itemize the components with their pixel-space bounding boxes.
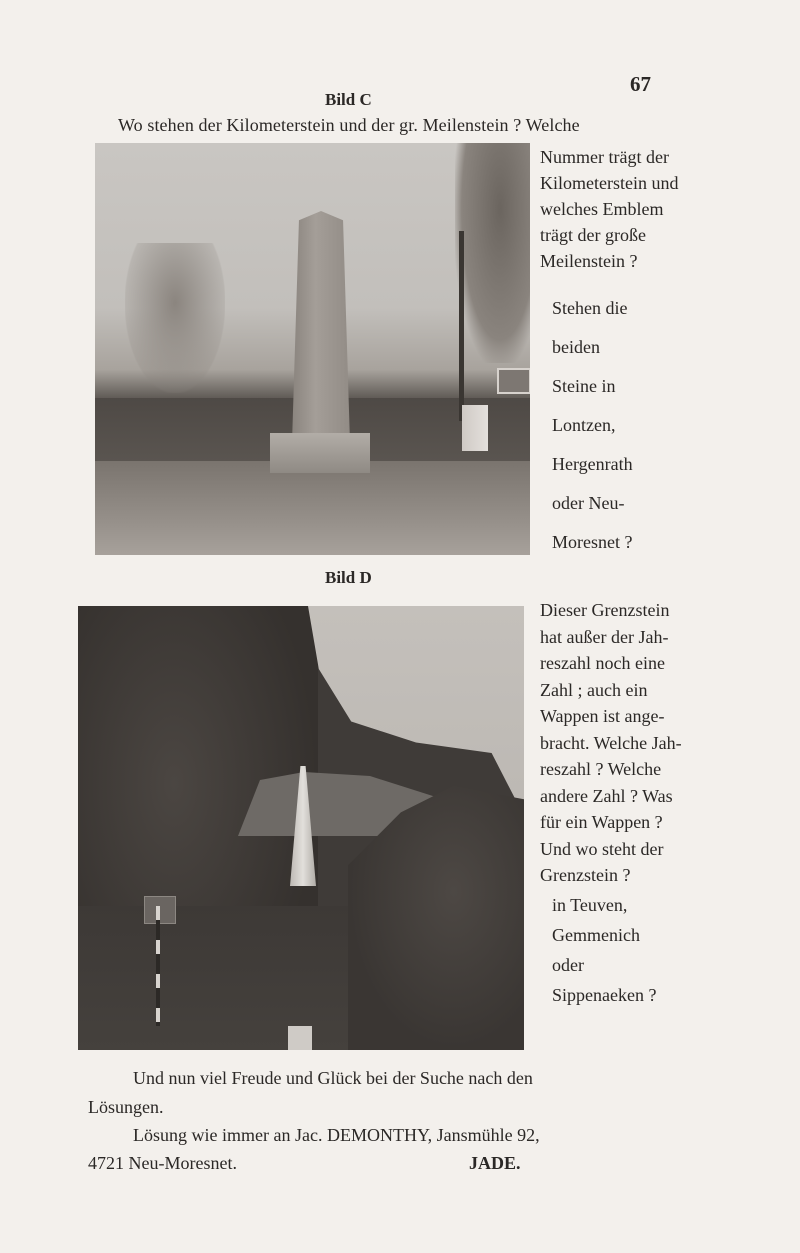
photo-bild-d-border-stone (78, 606, 524, 1050)
text-line: für ein Wappen ? (540, 812, 663, 832)
text-line: Nummer trägt der (540, 147, 669, 167)
text-line: bracht. Welche Jah- (540, 732, 682, 753)
signature: JADE. (469, 1153, 521, 1173)
heading-bild-c: Bild C (325, 90, 372, 109)
text-line: reszahl noch eine (540, 653, 665, 673)
obelisk-plinth (270, 433, 370, 473)
sign (497, 368, 530, 394)
text-line: Grenzstein ? (540, 865, 631, 885)
striped-pole (156, 906, 160, 1026)
text-line: reszahl ? Welche (540, 759, 662, 779)
text-line: Moresnet ? (552, 532, 633, 552)
text-line: Dieser Grenzstein (540, 600, 670, 620)
closing-paragraph-1-cont: Lösungen. (88, 1097, 164, 1117)
text-line: oder (552, 955, 584, 975)
closing-address: 4721 Neu-Moresnet. (88, 1153, 237, 1173)
text-line: Wappen ist ange- (540, 706, 665, 726)
text-line: andere Zahl ? Was (540, 785, 673, 806)
side-text-d-options (552, 890, 732, 1010)
text-line: hat außer der Jah- (540, 626, 669, 647)
text-line: Steine in (552, 376, 616, 396)
closing-paragraph-1: Und nun viel Freude und Glück bei der Suche nach den (133, 1068, 533, 1088)
text-line: oder Neu- (552, 493, 625, 513)
text-line: Sippenaeken ? (552, 985, 657, 1005)
tree-right (455, 143, 530, 363)
side-text-c-questions (540, 144, 730, 274)
text-line: Meilenstein ? (540, 251, 638, 271)
text-line: Lontzen, (552, 415, 616, 435)
small-marker (288, 1026, 312, 1050)
text-line: in Teuven, (552, 895, 628, 915)
kilometer-stone (462, 405, 488, 451)
heading-bild-d: Bild D (325, 568, 372, 587)
side-text-d-questions (540, 597, 735, 889)
obelisk-milestone (292, 211, 350, 443)
text-line: Kilometerstein und (540, 173, 679, 193)
intro-question-line: Wo stehen der Kilometerstein und der gr. Meilenstein ? Welche (118, 115, 580, 135)
pole (459, 231, 464, 421)
text-line: Gemmenich (552, 925, 640, 945)
page-number: 67 (630, 72, 651, 96)
sign (144, 896, 176, 924)
text-line: Zahl ; auch ein (540, 679, 648, 700)
text-line: beiden (552, 337, 600, 357)
text-line: welches Emblem (540, 199, 664, 219)
text-line: Hergenrath (552, 454, 633, 474)
ground (95, 461, 530, 555)
photo-bild-c-milestone (95, 143, 530, 555)
text-line: Und wo steht der (540, 838, 664, 859)
text-line: Stehen die (552, 298, 628, 318)
text-line: trägt der große (540, 225, 646, 245)
closing-paragraph-2: Lösung wie immer an Jac. DEMONTHY, Jansmühle 92, (133, 1125, 540, 1145)
side-text-c-options (552, 289, 732, 562)
tree-left (125, 243, 225, 393)
